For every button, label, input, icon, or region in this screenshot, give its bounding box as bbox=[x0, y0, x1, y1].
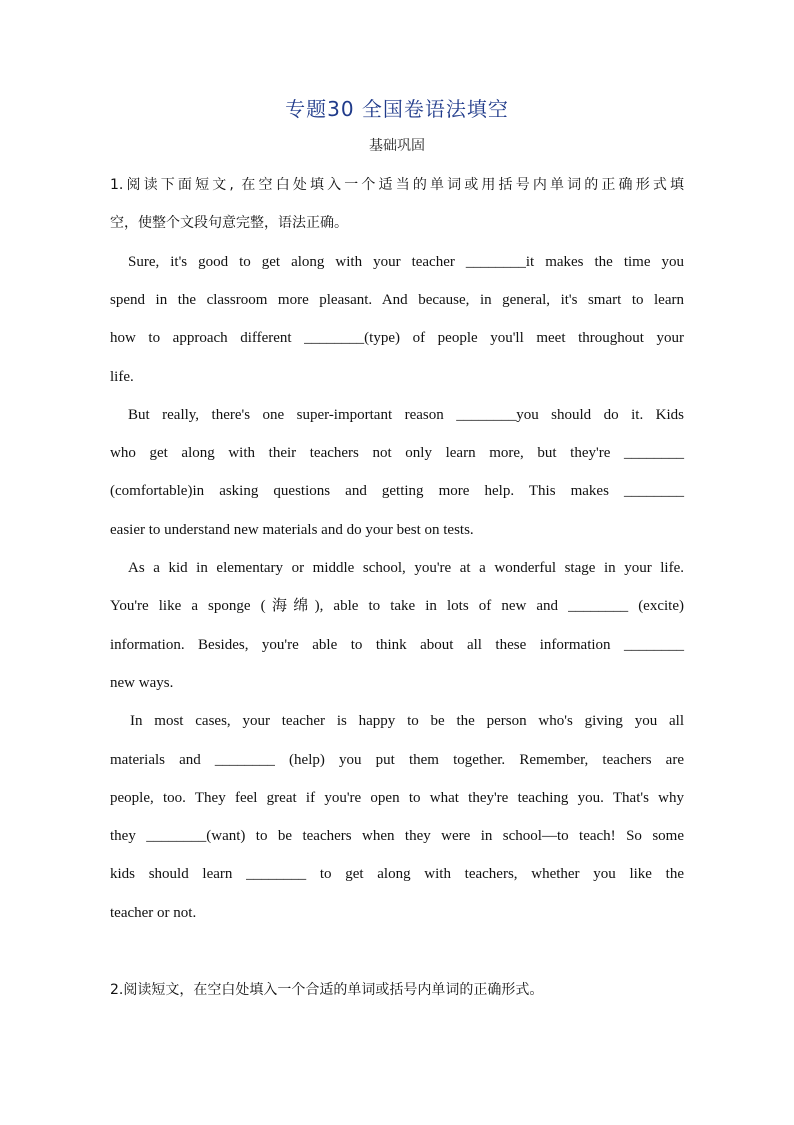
passage-line: As a kid in elementary or middle school, you're at a wonderful stage in your life. bbox=[128, 560, 684, 576]
passage-line: materials and ________ (help) you put them together. Remember, teachers are bbox=[110, 752, 684, 768]
q1-instruction-line-1: 1.阅读下面短文, 在空白处填入一个适当的单词或用括号内单词的正确形式填 bbox=[110, 177, 684, 193]
passage-line: who get along with their teachers not only learn more, but they're ________ bbox=[110, 445, 684, 461]
q1-instruction-line-2: 空，使整个文段句意完整，语法正确。 bbox=[110, 215, 348, 231]
passage-line: new ways. bbox=[110, 675, 174, 691]
passage-line: spend in the classroom more pleasant. And because, in general, it's smart to learn bbox=[110, 292, 684, 308]
passage-line: life. bbox=[110, 369, 134, 385]
passage-line: kids should learn ________ to get along with teachers, whether you like the bbox=[110, 866, 684, 882]
page-title: 专题30 全国卷语法填空 bbox=[285, 97, 509, 121]
passage-line: In most cases, your teacher is happy to be the person who's giving you all bbox=[130, 713, 684, 729]
passage-line: teacher or not. bbox=[110, 905, 197, 921]
passage-line: how to approach different ________(type) of people you'll meet throughout your bbox=[110, 330, 684, 346]
passage-line: (comfortable)in asking questions and getting more help. This makes ________ bbox=[110, 483, 684, 499]
passage-line: they ________(want) to be teachers when they were in school—to teach! So some bbox=[110, 828, 684, 844]
passage-line: You're like a sponge (海绵), able to take in lots of new and ________ (excite) bbox=[110, 598, 684, 614]
q2-instruction: 2.阅读短文，在空白处填入一个合适的单词或括号内单词的正确形式。 bbox=[110, 982, 544, 998]
passage-line: But really, there's one super-important reason ________you should do it. Kids bbox=[128, 407, 684, 423]
passage-line: easier to understand new materials and do your best on tests. bbox=[110, 522, 474, 538]
passage-line: information. Besides, you're able to think about all these information ________ bbox=[110, 637, 684, 653]
passage-line: Sure, it's good to get along with your teacher ________it makes the time you bbox=[128, 254, 684, 270]
passage-line: people, too. They feel great if you're open to what they're teaching you. That's why bbox=[110, 790, 684, 806]
section-subtitle: 基础巩固 bbox=[369, 138, 425, 154]
